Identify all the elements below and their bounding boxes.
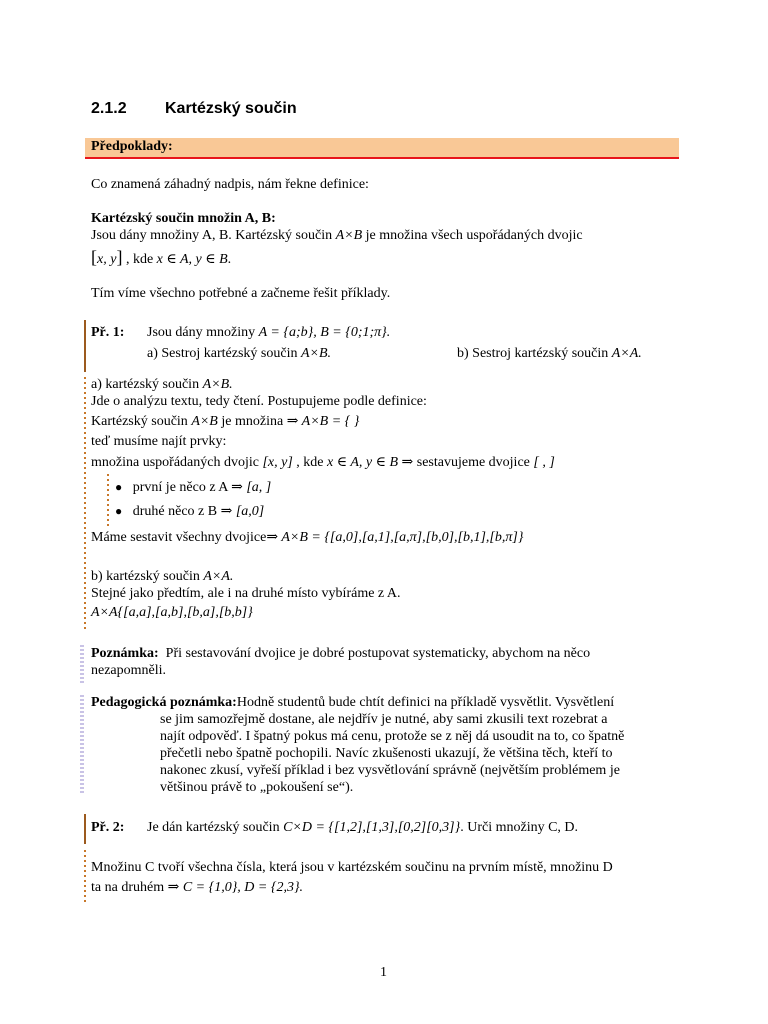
bullet-item-1: ● první je něco z A ⇒ [a, ]: [115, 480, 272, 495]
solution2-line2: ta na druhém ⇒ C = {1,0}, D = {2,3}.: [91, 880, 304, 895]
example1-bar: [84, 320, 86, 372]
definition-line1-a: Jsou dány množiny A, B. Kartézský součin: [91, 228, 333, 243]
example1-task-a: a) Sestroj kartézský součin A×B.: [147, 346, 332, 361]
solution-a-line1: a) kartézský součin A×B.: [91, 377, 233, 392]
ped-line1: Pedagogická poznámka:Hodně studentů bude chtít definici na příkladě vysvětlit. Vysvětlení: [91, 695, 615, 710]
solution-a-line6: Máme sestavit všechny dvojice⇒ A×B = {[a,0],[a,1],[a,π],[b,0],[b,1],[b,π]}: [91, 530, 524, 545]
poznamka-line1: Poznámka: Při sestavování dvojice je dobré postupovat systematicky, abychom na něco: [91, 646, 591, 661]
example2-label: Př. 2:: [91, 820, 125, 835]
predpoklady-bar: [85, 138, 679, 157]
solution2-line1: Množinu C tvoří všechna čísla, která jsou v kartézském součinu na prvním místě, množinu D: [91, 860, 613, 875]
example1-given-math: A = {a;b}, B = {0;1;π}.: [258, 325, 391, 340]
poznamka-line2: nezapomněli.: [91, 663, 167, 678]
ped-line4: přečetli nebo špatně pochopili. Navíc zkušenosti ukazují, že většina těch, kteří to: [160, 746, 613, 761]
ped-line2: se jim samozřejmě dostane, ale nejdřív je nutné, aby sami zkusili text rozebrat a: [160, 712, 608, 727]
solution-a-line3: Kartézský součin A×B je množina ⇒ A×B = { }: [91, 414, 360, 429]
example1-label: Př. 1:: [91, 325, 125, 340]
definition-heading: Kartézský součin množin A, B:: [91, 211, 276, 226]
example1-given: Jsou dány množiny A = {a;b}, B = {0;1;π}.: [147, 325, 391, 340]
example2-text: Je dán kartézský součin C×D = {[1,2],[1,3],[0,2][0,3]}. Urči množiny C, D.: [147, 820, 579, 835]
bullet-icon: ●: [115, 504, 123, 518]
example2-math: C×D = {[1,2],[1,3],[0,2][0,3]}: [283, 820, 461, 835]
section-number: 2.1.2: [91, 100, 127, 117]
definition-line2: [x, y] , kde x ∈ A, y ∈ B.: [91, 247, 232, 267]
solution-b-line2: Stejné jako předtím, ale i na druhé místo vybíráme z A.: [91, 586, 401, 601]
poznamka-label: Poznámka:: [91, 646, 159, 661]
page-number: 1: [380, 965, 387, 980]
section-title: Kartézský součin: [165, 100, 297, 117]
ped-line5: nakonec zkusí, vyřeší příklad i bez vysvětlování správně (největším problémem je: [160, 763, 620, 778]
solution-b-line3: A×A{[a,a],[a,b],[b,a],[b,b]}: [91, 605, 253, 620]
definition-line1-b: je množina všech uspořádaných dvojic: [365, 228, 583, 243]
definition-line1-math: A×B: [335, 228, 363, 243]
tim-text: Tím víme všechno potřebné a začneme řešit příklady.: [91, 286, 391, 301]
intro-text: Co znamená záhadný nadpis, nám řekne definice:: [91, 177, 369, 192]
predpoklady-underline: [85, 157, 679, 159]
definition-line2-kde: , kde: [125, 252, 154, 267]
definition-line2-math: x ∈ A, y ∈ B: [156, 252, 228, 267]
predpoklady-label: Předpoklady:: [91, 139, 173, 154]
ped-label: Pedagogická poznámka:: [91, 695, 237, 710]
poznamka-bar: [80, 645, 84, 683]
ped-bar: [80, 695, 84, 795]
example2-bar: [84, 814, 86, 844]
ped-line6: většinou právě to „pokoušení se“).: [160, 780, 354, 795]
definition-line2-pair: x, y: [97, 252, 117, 267]
solution-bar: [84, 377, 86, 630]
definition-line1: [91, 228, 583, 244]
solution-a-line5: množina uspořádaných dvojic [x, y] , kde x ∈ A, y ∈ B ⇒ sestavujeme dvojice [ , ]: [91, 455, 555, 470]
solution2-bar: [84, 850, 86, 902]
bullet-icon: ●: [115, 480, 123, 494]
solution-b-line1: b) kartézský součin A×A.: [91, 569, 234, 584]
example1-task-b: b) Sestroj kartézský součin A×A.: [457, 346, 642, 361]
bullet-item-2: ● druhé něco z B ⇒ [a,0]: [115, 504, 265, 519]
ped-line3: najít odpověď. I špatný pokus má cenu, protože se z něj dá usoudit na to, co špatně: [160, 729, 625, 744]
solution-a-line2: Jde o analýzu textu, tedy čtení. Postupujeme podle definice:: [91, 394, 427, 409]
solution-a-line4: teď musíme najít prvky:: [91, 434, 227, 449]
bullet-bar: [107, 474, 109, 526]
